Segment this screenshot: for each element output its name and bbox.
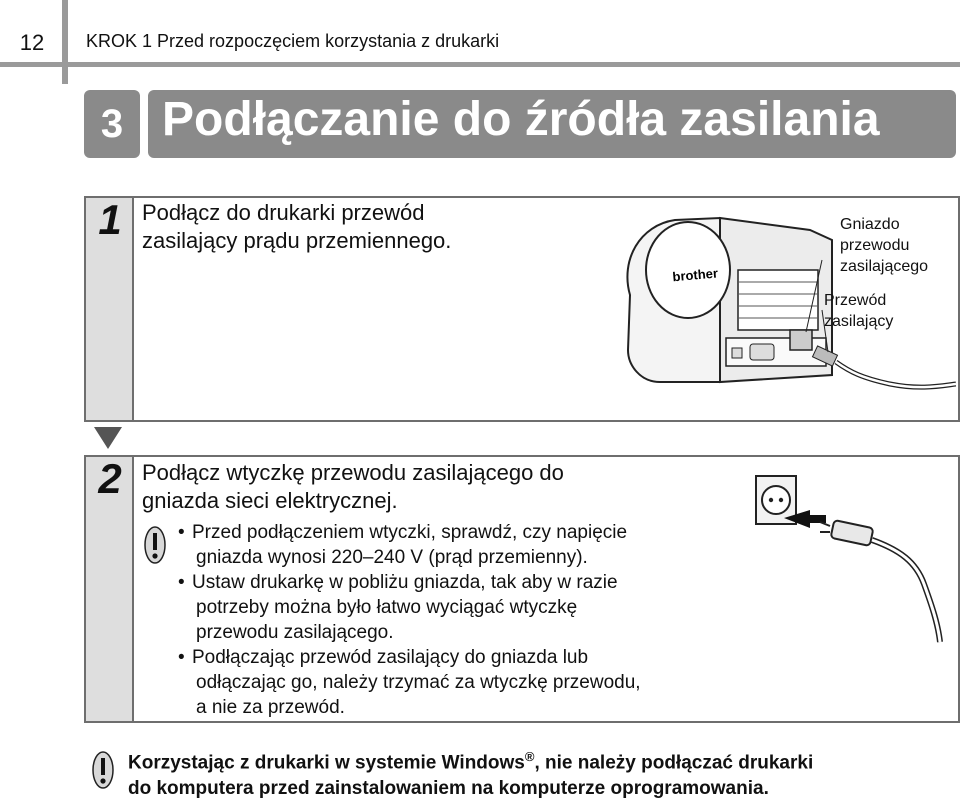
header-rule xyxy=(0,62,960,67)
plug-socket-illustration xyxy=(740,466,956,644)
callout-socket: Gniazdo przewodu zasilającego xyxy=(840,216,929,275)
brand-logo: brother xyxy=(671,265,719,285)
callout-cord: Przewód zasilający xyxy=(824,292,894,330)
step-2-number: 2 xyxy=(98,455,122,502)
page-number: 12 xyxy=(19,30,45,55)
header-divider xyxy=(62,0,68,84)
list-item: • Podłączając przewód zasilający do gniazda lub odłączając go, należy trzymać za wtyczkę przewodu, a nie za przewód. xyxy=(178,647,641,718)
warning-icon xyxy=(92,750,114,790)
warning-icon xyxy=(144,525,166,565)
section-title: Podłączanie do źródła zasilania xyxy=(162,93,880,146)
list-item: • Przed podłączeniem wtyczki, sprawdź, czy napięcie gniazda wynosi 220–240 V (prąd przemienny). xyxy=(178,522,628,568)
running-head: KROK 1 Przed rozpoczęciem korzystania z drukarki xyxy=(86,31,500,51)
section-number-badge: 3 xyxy=(84,90,140,158)
bullet-list xyxy=(178,520,718,720)
step-1-number: 1 xyxy=(98,196,122,243)
step-1-text-line-2: zasilający prądu przemiennego. xyxy=(142,228,452,253)
step-2-text-line-1: Podłącz wtyczkę przewodu zasilającego do xyxy=(142,460,564,485)
windows-note: Korzystając z drukarki w systemie Windows®, nie należy podłączać drukarki do komputera przed zainstalowaniem na komputerze oprogramowania. xyxy=(128,749,814,800)
power-socket xyxy=(790,330,812,350)
step-1-text-line-1: Podłącz do drukarki przewód xyxy=(142,200,425,225)
down-arrow-icon xyxy=(94,427,122,449)
step-2-text-line-2: gniazda sieci elektrycznej. xyxy=(142,488,398,513)
list-item: • Ustaw drukarkę w pobliżu gniazda, tak aby w razie potrzeby można było łatwo wyciągać wtyczkę przewodu zasilającego. xyxy=(178,572,618,643)
